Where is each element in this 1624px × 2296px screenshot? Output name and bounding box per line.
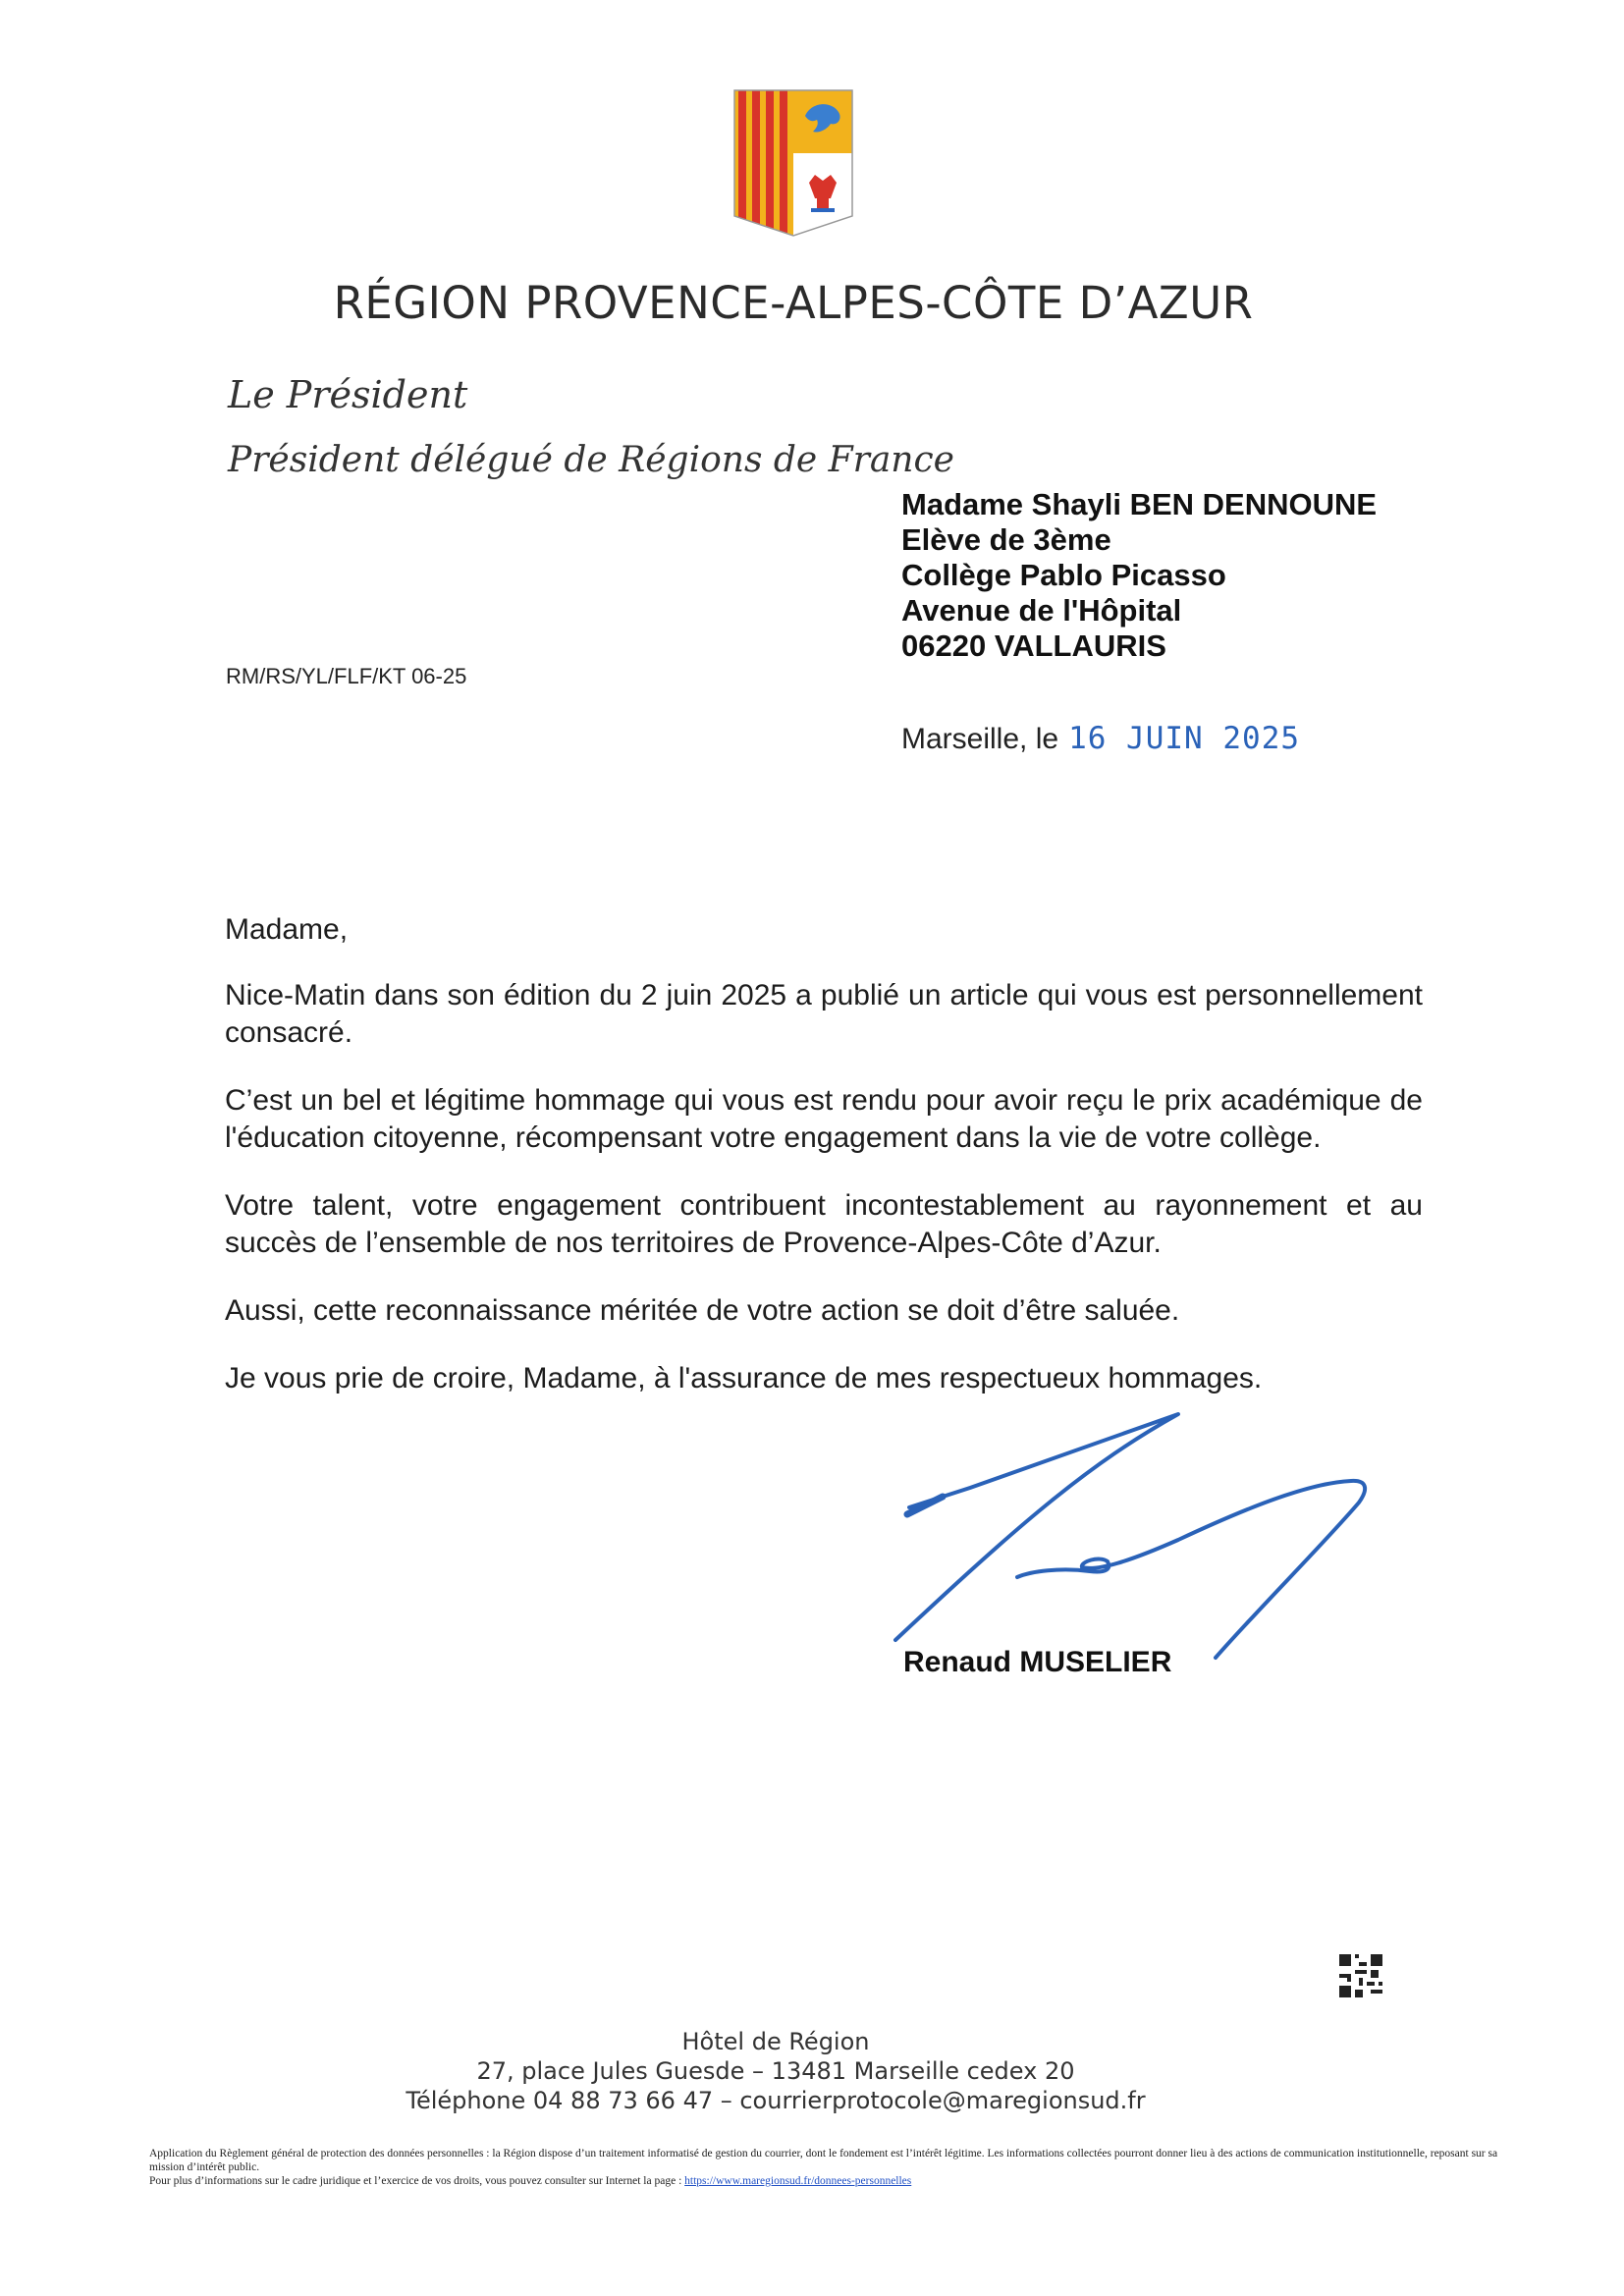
footer-street: 27, place Jules Guesde – 13481 Marseille cedex 20 — [476, 2057, 1075, 2085]
sender-title: Le Président — [228, 373, 468, 416]
reference-code: RM/RS/YL/FLF/KT 06-25 — [226, 664, 467, 688]
legal-notice-line: Application du Règlement général de protection des données personnelles : la Région dispose d’un traitement informatisé de gestion du courrier, dont le fondement est l’intérêt légitime. Les informations collectées pourront donner lieu à des actions de communication institutionnelle, reposant sur sa mission d’intérêt public. — [149, 2148, 1498, 2173]
recipient-name: Madame Shayli BEN DENNOUNE — [901, 487, 1378, 521]
region-title: RÉGION PROVENCE-ALPES-CÔTE D’AZUR — [333, 277, 1254, 329]
paragraph: Nice-Matin dans son édition du 2 juin 2025 a publié un article qui vous est personnellement consacré. — [225, 979, 1423, 1049]
privacy-link[interactable]: https://www.maregionsud.fr/donnees-personnelles — [684, 2175, 912, 2187]
date-stamp: 16 JUIN 2025 — [1068, 721, 1301, 756]
paragraph: Je vous prie de croire, Madame, à l'assurance de mes respectueux hommages. — [225, 1362, 1263, 1394]
qr-code-icon[interactable] — [1339, 1954, 1382, 1997]
paragraph: Votre talent, votre engagement contribuent incontestablement au rayonnement et au succès de l’ensemble de nos territoires de Provence-Alpes-Côte d’Azur. — [225, 1189, 1423, 1259]
salutation: Madame, — [225, 913, 349, 946]
recipient-school: Collège Pablo Picasso — [901, 558, 1226, 592]
recipient-city: 06220 VALLAURIS — [901, 629, 1166, 663]
dateline-place: Marseille, le — [901, 723, 1059, 755]
footer-building: Hôtel de Région — [681, 2028, 870, 2055]
recipient-grade: Elève de 3ème — [901, 522, 1111, 557]
letter-body — [225, 911, 1423, 1428]
legal-notice-line — [149, 2174, 1504, 2188]
footer-address — [0, 2027, 1551, 2115]
coat-of-arms-icon — [732, 88, 854, 238]
sender-subtitle: Président délégué de Régions de France — [228, 440, 954, 480]
dateline — [901, 721, 1300, 756]
footer-contact: Téléphone 04 88 73 66 47 – courrierprotocole@maregionsud.fr — [406, 2087, 1146, 2114]
recipient-address — [901, 487, 1377, 664]
recipient-street: Avenue de l'Hôpital — [901, 593, 1182, 628]
paragraph: C’est un bel et légitime hommage qui vous est rendu pour avoir reçu le prix académique de l'éducation citoyenne, récompensant votre engagement dans la vie de votre collège. — [225, 1084, 1423, 1154]
legal-notice — [149, 2147, 1504, 2188]
paragraph: Aussi, cette reconnaissance méritée de votre action se doit d’être saluée. — [225, 1294, 1180, 1327]
signatory-name: Renaud MUSELIER — [903, 1646, 1172, 1678]
legal-notice-text: Pour plus d’informations sur le cadre juridique et l’exercice de vos droits, vous pouvez consulter sur Internet la page : — [149, 2175, 682, 2187]
